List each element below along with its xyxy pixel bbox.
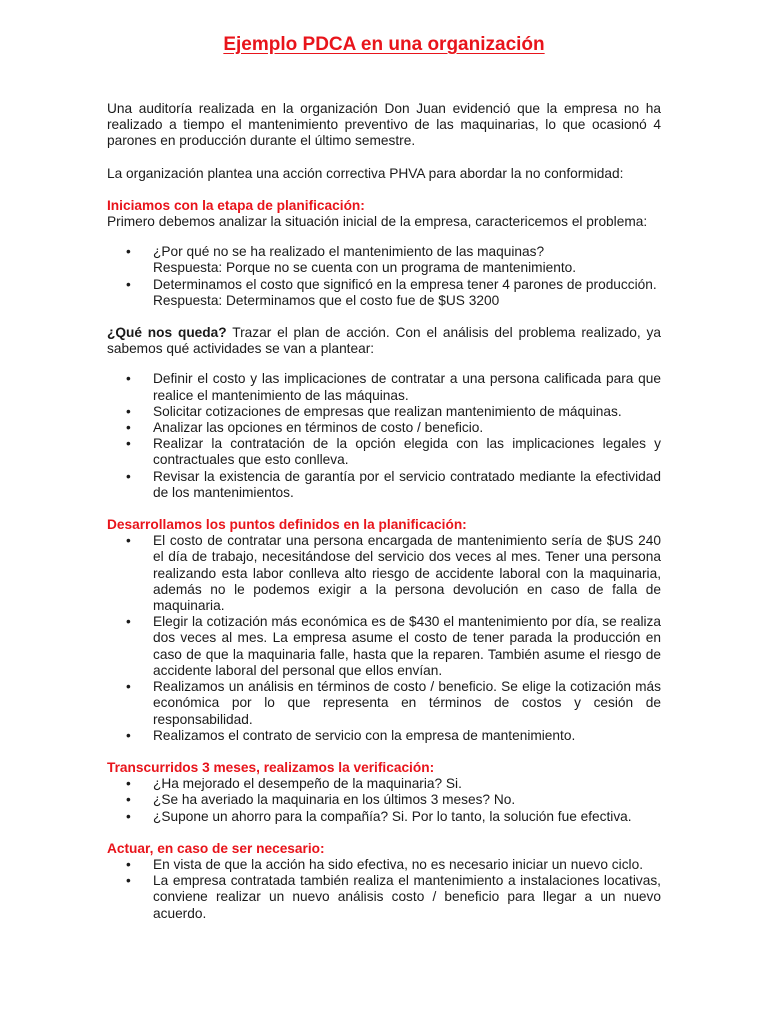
bullet-icon: • bbox=[126, 856, 131, 872]
list-item: • ¿Por qué no se ha realizado el mantenimiento de las maquinas? Respuesta: Porque no se cuenta con un programa de mantenimiento. bbox=[126, 244, 577, 276]
list-item: • ¿Supone un ahorro para la compañía? Si. Por lo tanto, la solución fue efectiva. bbox=[126, 808, 632, 824]
bullet-icon: • bbox=[126, 468, 131, 484]
list-item: • ¿Ha mejorado el desempeño de la maquinaria? Si. bbox=[126, 776, 462, 792]
list-item: • En vista de que la acción ha sido efectiva, no es necesario iniciar un nuevo ciclo. bbox=[126, 856, 643, 872]
remaining-paragraph: ¿Qué nos queda? Trazar el plan de acción. Con el análisis del problema realizado, ya sabemos qué actividades se van a plantear: bbox=[107, 325, 661, 357]
list-item: • Determinamos el costo que significó en la empresa tener 4 parones de producción. Respuesta: Determinamos que el costo fue de $US 3200 bbox=[126, 276, 657, 308]
bullet-icon: • bbox=[126, 244, 131, 260]
check-list bbox=[107, 776, 661, 825]
plan-text: Primero debemos analizar la situación inicial de la empresa, caractericemos el problema: bbox=[107, 214, 648, 230]
bullet-icon: • bbox=[126, 533, 131, 549]
list-item: • Definir el costo y las implicaciones de contratar a una persona calificada para que realice el mantenimiento de las máquinas. bbox=[126, 371, 661, 403]
remaining-bold: ¿Qué nos queda? bbox=[107, 325, 227, 341]
bullet-icon: • bbox=[126, 679, 131, 695]
intro-paragraph-2: La organización plantea una acción correctiva PHVA para abordar la no conformidad: bbox=[107, 165, 624, 181]
list-item: • Realizar la contratación de la opción elegida con las implicaciones legales y contractuales que esto conlleva. bbox=[126, 436, 661, 468]
list-item: • Solicitar cotizaciones de empresas que realizan mantenimiento de máquinas. bbox=[126, 403, 622, 419]
bullet-icon: • bbox=[126, 808, 131, 824]
bullet-icon: • bbox=[126, 276, 131, 292]
bullet-icon: • bbox=[126, 436, 131, 452]
check-heading: Transcurridos 3 meses, realizamos la verificación: bbox=[107, 759, 435, 775]
bullet-icon: • bbox=[126, 614, 131, 630]
bullet-icon: • bbox=[126, 420, 131, 436]
list-item: • Analizar las opciones en términos de costo / beneficio. bbox=[126, 420, 484, 436]
act-list bbox=[107, 857, 661, 922]
plan-list bbox=[107, 244, 661, 309]
intro-paragraph: Una auditoría realizada en la organización Don Juan evidenció que la empresa no ha realizado a tiempo el mantenimiento preventivo de las maquinarias, lo que ocasionó 4 parones en producción durante el último semestre. bbox=[107, 101, 661, 149]
act-heading: Actuar, en caso de ser necesario: bbox=[107, 840, 325, 856]
list-item: • Realizamos un análisis en términos de costo / beneficio. Se elige la cotización más económica por lo que representa en términos de costos y cesión de responsabilidad. bbox=[126, 679, 661, 727]
list-item: • ¿Se ha averiado la maquinaria en los últimos 3 meses? No. bbox=[126, 792, 516, 808]
list-item: • La empresa contratada también realiza el mantenimiento a instalaciones locativas, conviene realizar un nuevo análisis costo / beneficio para llegar a un nuevo acuerdo. bbox=[126, 873, 661, 921]
bullet-icon: • bbox=[126, 776, 131, 792]
list-item: • Revisar la existencia de garantía por el servicio contratado mediante la efectividad de los mantenimientos. bbox=[126, 468, 661, 500]
bullet-icon: • bbox=[126, 403, 131, 419]
bullet-icon: • bbox=[126, 371, 131, 387]
bullet-icon: • bbox=[126, 873, 131, 889]
do-heading: Desarrollamos los puntos definidos en la planificación: bbox=[107, 517, 467, 533]
remaining-list bbox=[107, 371, 661, 501]
list-item: • Elegir la cotización más económica es de $430 el mantenimiento por día, se realiza dos veces al mes. La empresa asume el costo de tener parada la producción en caso de que la maquinaria falle, hasta que la reparen. También asume el riesgo de accidente laboral del personal que ellos envían. bbox=[126, 614, 661, 678]
bullet-icon: • bbox=[126, 727, 131, 743]
bullet-icon: • bbox=[126, 792, 131, 808]
document-body bbox=[107, 101, 661, 922]
list-item: • El costo de contratar una persona encargada de mantenimiento sería de $US 240 el día de trabajo, necesitándose del servicio dos veces al mes. Tener una persona realizando esta labor conlleva alto riesgo de accidente laboral con la maquinaria, además no le podemos exigir a la persona devolución en caso de falla de maquinaria. bbox=[126, 533, 661, 614]
list-item: • Realizamos el contrato de servicio con la empresa de mantenimiento. bbox=[126, 727, 576, 743]
page-title: Ejemplo PDCA en una organización bbox=[223, 34, 545, 55]
do-list bbox=[107, 533, 661, 744]
plan-heading: Iniciamos con la etapa de planificación: bbox=[107, 197, 365, 213]
